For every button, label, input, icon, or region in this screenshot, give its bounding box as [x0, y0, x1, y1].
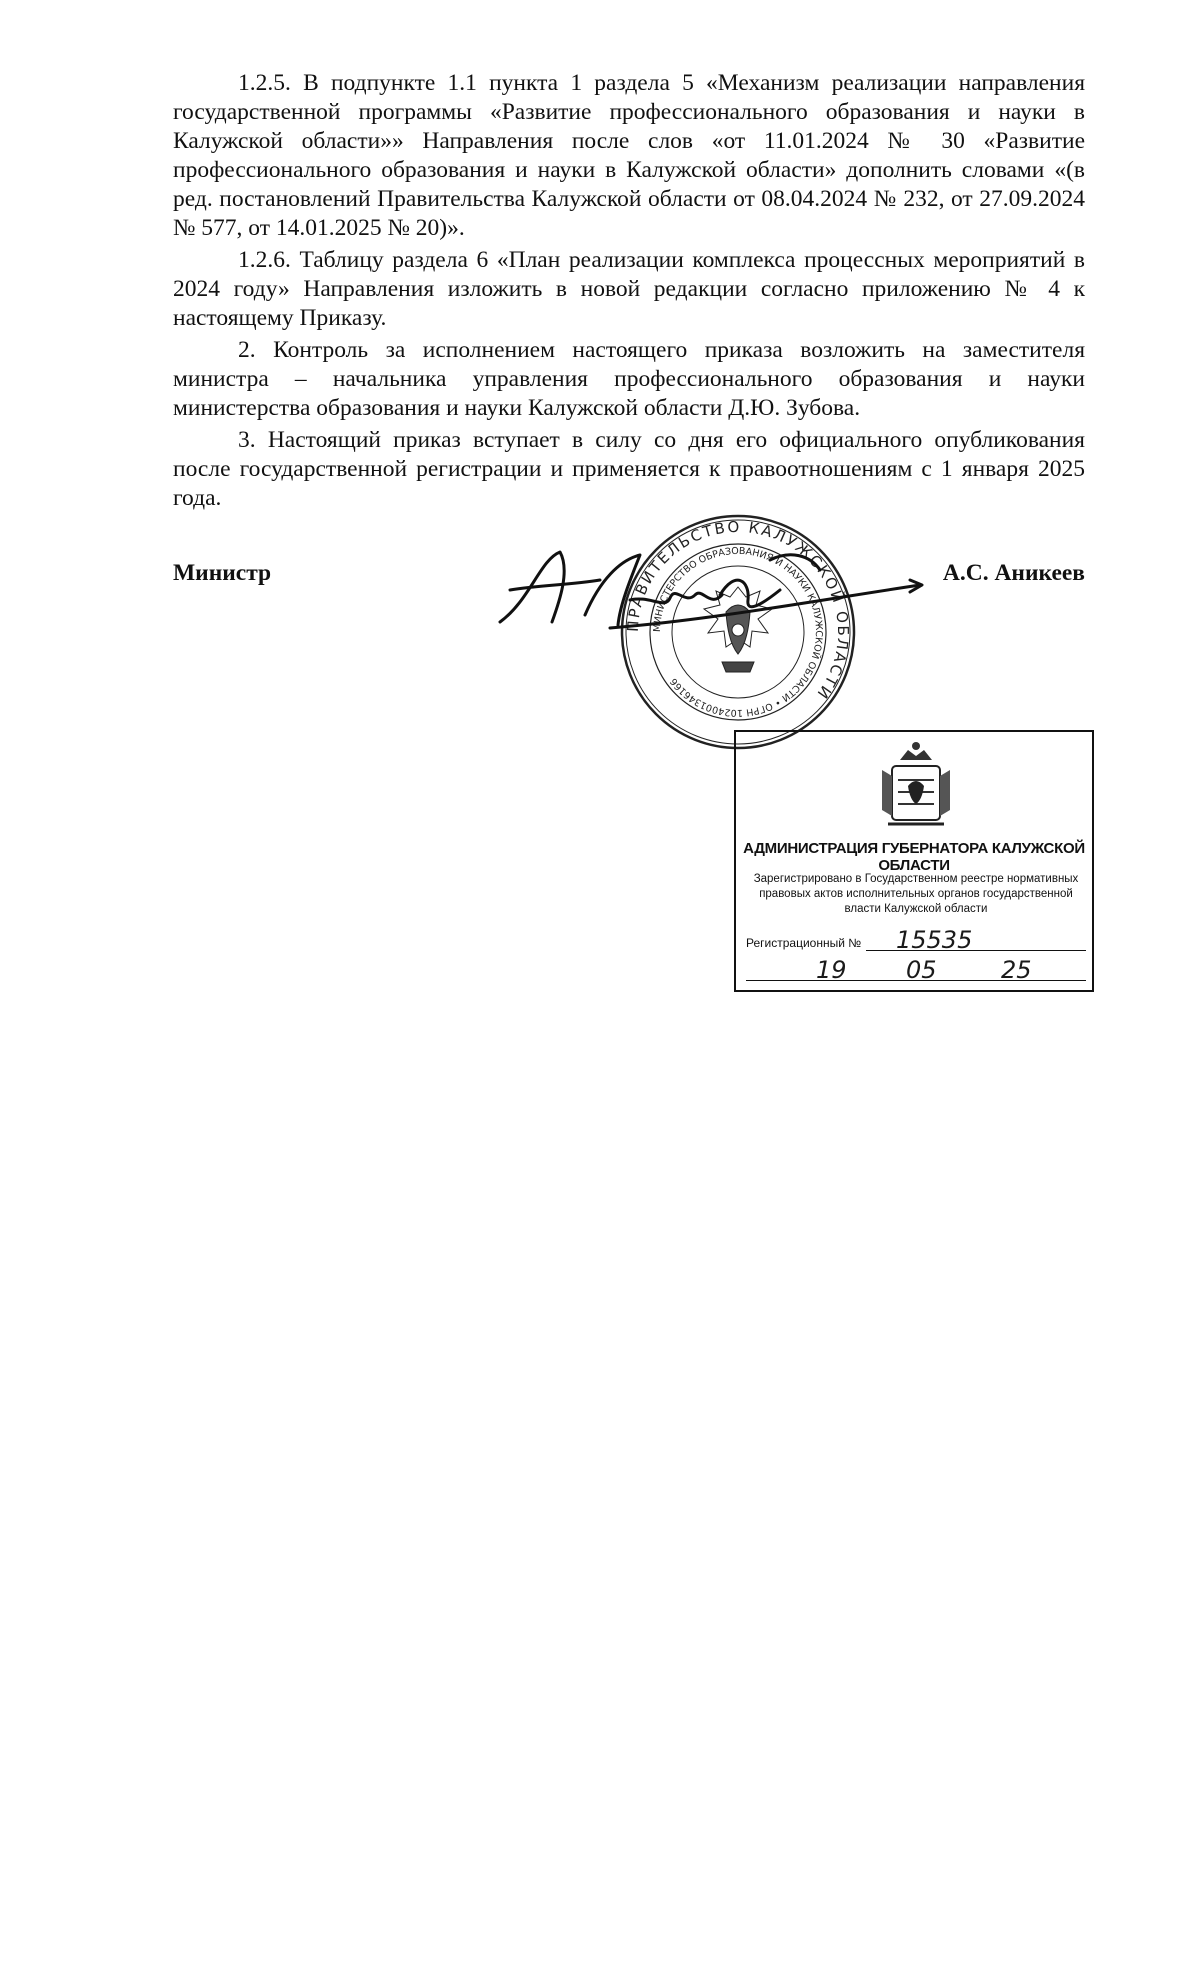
- registration-date-month: 05: [906, 956, 937, 984]
- paragraph-1-2-5: 1.2.5. В подпункте 1.1 пункта 1 раздела 5 «Механизм реализации направления государственной программы «Развитие профессионального образования и науки в Калужской области»» Направления после слов «от 11.01.2024 № 30 «Развитие профессионального образования и науки в Калужской области» дополнить словами «(в ред. постановлений Правительства Калужской области от 08.04.2024 № 232, от 27.09.2024 № 577, от 14.01.2025 № 20)».: [173, 70, 1085, 241]
- registration-date-row: [746, 958, 1086, 984]
- paragraph-3: 3. Настоящий приказ вступает в силу со дня его официального опубликования после государственной регистрации и применяется к правоотношениям с 1 января 2025 года.: [173, 427, 1085, 511]
- registration-date-day: 19: [816, 956, 847, 984]
- registration-number-value: 15535: [896, 926, 973, 954]
- signer-name: А.С. Аникеев: [942, 560, 1085, 586]
- order-text: [173, 69, 1085, 516]
- paragraph-2: 2. Контроль за исполнением настоящего приказа возложить на заместителя министра – начальника управления профессионального образования и науки министерства образования и науки Калужской области Д.Ю. Зубова.: [173, 337, 1085, 421]
- registration-note: Зарегистрировано в Государственном реестре нормативных правовых актов исполнительных органов государственной власти Калужской области: [753, 873, 1079, 915]
- signer-title: Министр: [173, 560, 272, 586]
- signature-block: [173, 560, 1085, 600]
- paragraph-1-2-6: 1.2.6. Таблицу раздела 6 «План реализации комплекса процессных мероприятий в 2024 году» Направления изложить в новой редакции согласно приложению № 4 к настоящему Приказу.: [173, 247, 1085, 331]
- seal-outer-text: ПРАВИТЕЛЬСТВО КАЛУЖСКОЙ ОБЛАСТИ: [623, 517, 853, 704]
- seal-inner-text: МИНИСТЕРСТВО ОБРАЗОВАНИЯ И НАУКИ КАЛУЖСКОЙ ОБЛАСТИ • ОГРН 1024001346166: [651, 545, 825, 719]
- kaluga-coat-of-arms-icon: [878, 740, 954, 830]
- registration-date-year: 25: [1001, 956, 1032, 984]
- registration-stamp: [734, 730, 1094, 992]
- registration-number-row: [746, 926, 1086, 954]
- registration-authority: АДМИНИСТРАЦИЯ ГУБЕРНАТОРА КАЛУЖСКОЙ ОБЛАСТИ: [743, 840, 1085, 874]
- registration-number-label: Регистрационный №: [746, 936, 862, 950]
